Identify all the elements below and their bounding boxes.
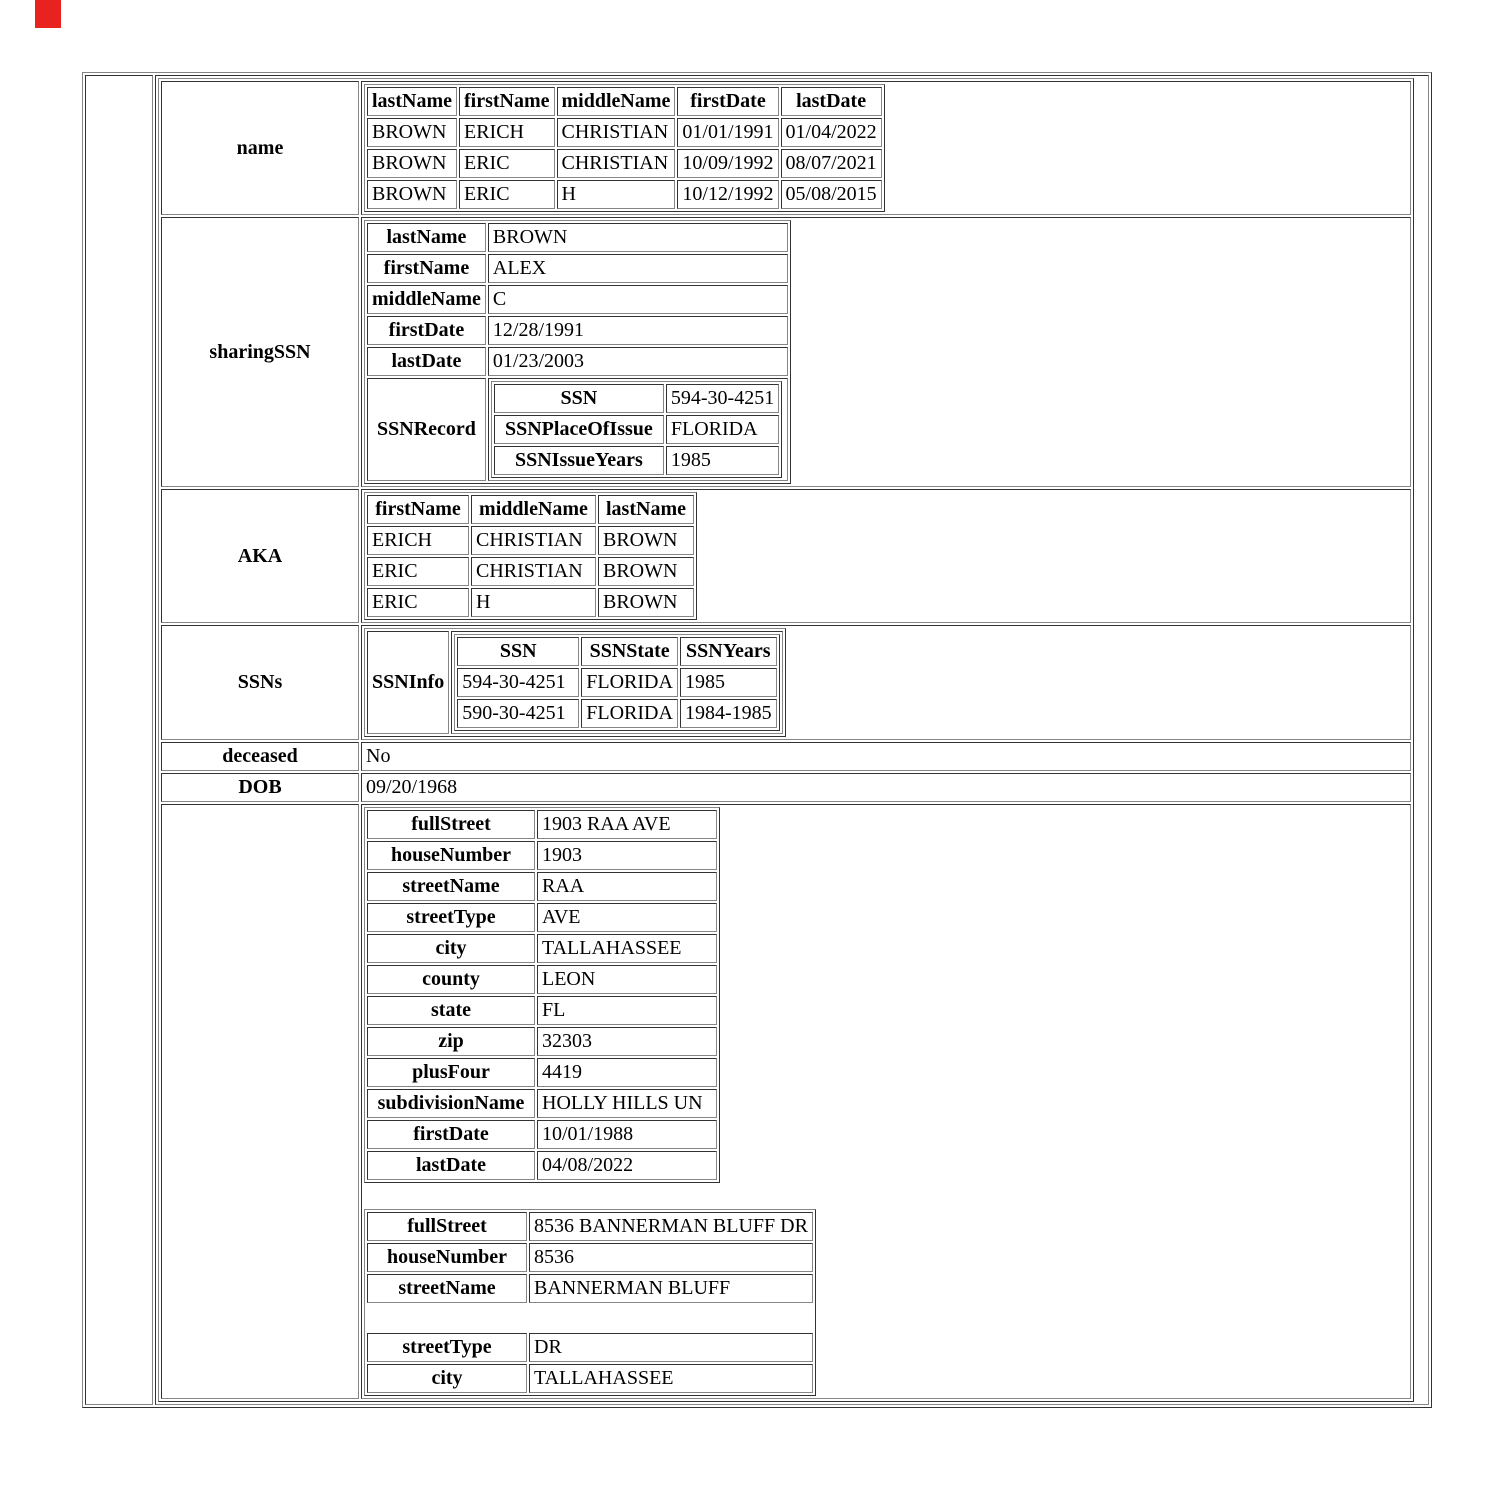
field-value: 04/08/2022 [537, 1151, 717, 1180]
row-label-deceased: deceased [161, 742, 359, 771]
name-table-row [367, 149, 882, 178]
row-value-ssns [361, 625, 1411, 740]
aka-header-row [367, 495, 694, 524]
ssninfo-row [367, 631, 783, 734]
field-label: subdivisionName [367, 1089, 535, 1118]
field-label: zip [367, 1027, 535, 1056]
field-value: HOLLY HILLS UN [537, 1089, 717, 1118]
row-sharing-ssn [161, 217, 1411, 487]
ssninfo-header-years: SSNYears [680, 637, 777, 666]
field-label: firstName [367, 254, 486, 283]
field-value: RAA [537, 872, 717, 901]
name-cell: 10/12/1992 [677, 180, 778, 209]
row-value-aka [361, 489, 1411, 623]
field-row [367, 965, 717, 994]
field-row [367, 316, 788, 345]
name-header-firstdate: firstDate [677, 87, 778, 116]
name-cell: 01/04/2022 [781, 118, 882, 147]
name-table-header-row [367, 87, 882, 116]
name-cell: 05/08/2015 [781, 180, 882, 209]
aka-header-firstname: firstName [367, 495, 469, 524]
ssninfo-cell: 590-30-4251 [457, 699, 579, 728]
ssninfo-header-ssn: SSN [457, 637, 579, 666]
field-value: 4419 [537, 1058, 717, 1087]
ssninfo-data-row [457, 668, 776, 697]
address-table-2 [364, 1209, 816, 1396]
aka-row [367, 526, 694, 555]
field-value: BROWN [488, 223, 788, 252]
field-value: C [488, 285, 788, 314]
field-row [367, 903, 717, 932]
red-marker [35, 0, 61, 28]
field-label: houseNumber [367, 1243, 527, 1272]
field-row [367, 841, 717, 870]
aka-cell: CHRISTIAN [471, 557, 596, 586]
aka-header-lastname: lastName [598, 495, 694, 524]
name-table [364, 84, 885, 212]
field-label: streetType [367, 903, 535, 932]
aka-row [367, 588, 694, 617]
row-value-addresses [361, 804, 1411, 1399]
name-cell: 08/07/2021 [781, 149, 882, 178]
dob-value: 09/20/1968 [361, 773, 1411, 802]
ssn-record-label: SSNRecord [367, 378, 486, 481]
field-row [367, 223, 788, 252]
name-cell: BROWN [367, 180, 457, 209]
field-row [494, 384, 779, 413]
ssninfo-cell: 594-30-4251 [457, 668, 579, 697]
field-row [367, 810, 717, 839]
field-label: fullStreet [367, 810, 535, 839]
row-aka [161, 489, 1411, 623]
row-deceased [161, 742, 1411, 771]
ssninfo-label: SSNInfo [367, 631, 449, 734]
field-value: 12/28/1991 [488, 316, 788, 345]
ssns-outer-table [364, 628, 786, 737]
field-label: SSN [494, 384, 664, 413]
field-row [367, 1089, 717, 1118]
spacer-cell [85, 75, 153, 1405]
aka-cell: BROWN [598, 588, 694, 617]
field-label: streetName [367, 1274, 527, 1303]
name-cell: CHRISTIAN [557, 149, 676, 178]
row-addresses [161, 804, 1411, 1399]
field-row [367, 934, 717, 963]
row-value-sharing-ssn [361, 217, 1411, 487]
name-cell: BROWN [367, 149, 457, 178]
row-label-sharing-ssn: sharingSSN [161, 217, 359, 487]
ssn-record-row [367, 378, 788, 481]
name-table-row [367, 118, 882, 147]
field-row [367, 1027, 717, 1056]
field-label: county [367, 965, 535, 994]
field-row [494, 415, 779, 444]
empty-gap-row [367, 1305, 813, 1331]
field-value: 8536 [529, 1243, 813, 1272]
field-label: SSNPlaceOfIssue [494, 415, 664, 444]
row-label-addresses [161, 804, 359, 1399]
field-value: FLORIDA [666, 415, 779, 444]
field-row [367, 1274, 813, 1303]
field-value: TALLAHASSEE [529, 1364, 813, 1393]
name-header-firstname: firstName [459, 87, 555, 116]
aka-cell: ERIC [367, 557, 469, 586]
ssninfo-data-row [457, 699, 776, 728]
ssninfo-header-row [457, 637, 776, 666]
name-cell: ERIC [459, 149, 555, 178]
ssninfo-cell: 1985 [680, 668, 777, 697]
field-value: 8536 BANNERMAN BLUFF DR [529, 1212, 813, 1241]
field-label: streetType [367, 1333, 527, 1362]
aka-cell: BROWN [598, 526, 694, 555]
field-label: plusFour [367, 1058, 535, 1087]
field-value: DR [529, 1333, 813, 1362]
field-row [367, 1243, 813, 1272]
field-label: streetName [367, 872, 535, 901]
row-dob [161, 773, 1411, 802]
row-label-dob: DOB [161, 773, 359, 802]
name-cell: ERIC [459, 180, 555, 209]
aka-header-middlename: middleName [471, 495, 596, 524]
ssninfo-cell: 1984-1985 [680, 699, 777, 728]
aka-row [367, 557, 694, 586]
field-row [367, 1212, 813, 1241]
field-value: 1903 RAA AVE [537, 810, 717, 839]
field-label: fullStreet [367, 1212, 527, 1241]
row-name [161, 81, 1411, 215]
field-value: 01/23/2003 [488, 347, 788, 376]
ssninfo-cell: FLORIDA [581, 668, 678, 697]
field-row [367, 347, 788, 376]
row-label-ssns: SSNs [161, 625, 359, 740]
field-row [367, 996, 717, 1025]
field-value: LEON [537, 965, 717, 994]
ssninfo-value [451, 631, 782, 734]
row-value-name [361, 81, 1411, 215]
field-row [367, 1058, 717, 1087]
name-cell: ERICH [459, 118, 555, 147]
record-outer-table [82, 72, 1432, 1408]
record-outer-row [85, 75, 1429, 1405]
field-value: TALLAHASSEE [537, 934, 717, 963]
record-main-table [158, 78, 1414, 1402]
field-value: ALEX [488, 254, 788, 283]
field-row [494, 446, 779, 475]
aka-cell: CHRISTIAN [471, 526, 596, 555]
field-label: city [367, 1364, 527, 1393]
field-row [367, 1151, 717, 1180]
aka-cell: BROWN [598, 557, 694, 586]
field-label: state [367, 996, 535, 1025]
row-label-name: name [161, 81, 359, 215]
name-header-middlename: middleName [557, 87, 676, 116]
ssninfo-table [454, 634, 779, 731]
field-row [367, 872, 717, 901]
field-label: houseNumber [367, 841, 535, 870]
field-label: middleName [367, 285, 486, 314]
field-label: lastDate [367, 347, 486, 376]
field-row [367, 1364, 813, 1393]
name-cell: 01/01/1991 [677, 118, 778, 147]
field-row [367, 254, 788, 283]
field-label: firstDate [367, 316, 486, 345]
deceased-value: No [361, 742, 1411, 771]
aka-table [364, 492, 697, 620]
field-value: BANNERMAN BLUFF [529, 1274, 813, 1303]
field-row [367, 1333, 813, 1362]
name-header-lastname: lastName [367, 87, 457, 116]
aka-cell: ERIC [367, 588, 469, 617]
name-cell: 10/09/1992 [677, 149, 778, 178]
field-value: 1903 [537, 841, 717, 870]
field-value: AVE [537, 903, 717, 932]
ssn-record-value [488, 378, 788, 481]
ssn-record-table [491, 381, 782, 478]
field-value: 1985 [666, 446, 779, 475]
name-cell: CHRISTIAN [557, 118, 676, 147]
field-value: 594-30-4251 [666, 384, 779, 413]
field-value: FL [537, 996, 717, 1025]
field-row [367, 1120, 717, 1149]
name-cell: BROWN [367, 118, 457, 147]
field-label: lastDate [367, 1151, 535, 1180]
field-label: city [367, 934, 535, 963]
field-value: 32303 [537, 1027, 717, 1056]
empty-cell [367, 1305, 527, 1331]
aka-cell: H [471, 588, 596, 617]
name-table-row [367, 180, 882, 209]
sharing-ssn-table [364, 220, 791, 484]
field-row [367, 285, 788, 314]
address-table-1 [364, 807, 720, 1183]
field-label: lastName [367, 223, 486, 252]
ssninfo-header-state: SSNState [581, 637, 678, 666]
record-main-cell [155, 75, 1429, 1405]
field-label: firstDate [367, 1120, 535, 1149]
aka-cell: ERICH [367, 526, 469, 555]
field-label: SSNIssueYears [494, 446, 664, 475]
name-header-lastdate: lastDate [781, 87, 882, 116]
ssninfo-cell: FLORIDA [581, 699, 678, 728]
empty-cell [529, 1305, 813, 1331]
row-ssns [161, 625, 1411, 740]
row-label-aka: AKA [161, 489, 359, 623]
field-value: 10/01/1988 [537, 1120, 717, 1149]
name-cell: H [557, 180, 676, 209]
